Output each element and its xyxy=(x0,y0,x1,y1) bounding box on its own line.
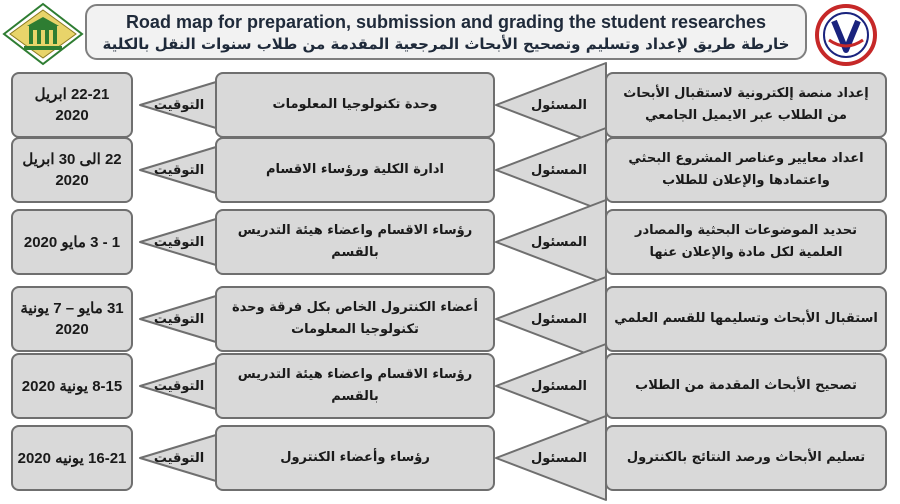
date-text: 1 - 3 مايو 2020 xyxy=(23,233,121,251)
responsible-text: رؤساء الاقسام واعضاء هيئة التدريس بالقسم xyxy=(237,367,473,404)
date-text: 31 مايو – 7 يونية 2020 xyxy=(20,300,124,338)
responsible-label: المسئول xyxy=(530,311,588,327)
responsible-label: المسئول xyxy=(530,234,588,250)
timing-label: التوقيت xyxy=(153,311,205,327)
timing-label: التوقيت xyxy=(153,97,205,113)
timing-label: التوقيت xyxy=(153,234,205,250)
task-text: تحديد الموضوعات البحثية والمصادر العلمية لكل مادة والإعلان عنها xyxy=(635,223,857,260)
task-text: تسليم الأبحاث ورصد النتائج بالكنترول xyxy=(626,450,866,465)
title-english: Road map for preparation, submission and grading the student researches xyxy=(125,12,767,32)
responsible-text: وحدة تكنولوجيا المعلومات xyxy=(272,97,438,112)
task-text: تصحيح الأبحاث المقدمة من الطلاب xyxy=(635,378,857,393)
timing-label: التوقيت xyxy=(153,450,205,466)
title-arabic: خارطة طريق لإعداد وتسليم وتصحيح الأبحاث المرجعية المقدمة من طلاب سنوات النقل بالكلية xyxy=(102,35,790,53)
responsible-label: المسئول xyxy=(530,378,588,394)
date-text: 16-21 يونيه 2020 xyxy=(17,449,127,467)
responsible-text: أعضاء الكنترول الخاص بكل فرقة وحدة تكنولوجيا المعلومات xyxy=(231,300,478,337)
task-text: استقبال الأبحاث وتسليمها للقسم العلمي xyxy=(614,311,878,326)
responsible-label: المسئول xyxy=(530,162,588,178)
date-text: 8-15 يونية 2020 xyxy=(21,377,123,395)
date-text: 22-21 ابريل 2020 xyxy=(34,86,110,124)
responsible-label: المسئول xyxy=(530,450,588,466)
task-text: إعداد منصة إلكترونية لاستقبال الأبحاث من الطلاب عبر الايميل الجامعي xyxy=(623,86,869,123)
task-text: اعداد معايير وعناصر المشروع البحثي واعتمادها والإعلان للطلاب xyxy=(628,151,864,188)
responsible-text: رؤساء الاقسام واعضاء هيئة التدريس بالقسم xyxy=(237,223,473,260)
responsible-label: المسئول xyxy=(530,97,588,113)
responsible-text: ادارة الكلية ورؤساء الاقسام xyxy=(266,162,444,177)
responsible-text: رؤساء وأعضاء الكنترول xyxy=(280,450,430,465)
timing-label: التوقيت xyxy=(153,162,205,178)
timing-label: التوقيت xyxy=(153,378,205,394)
date-text: 22 الى 30 ابريل 2020 xyxy=(22,151,122,189)
